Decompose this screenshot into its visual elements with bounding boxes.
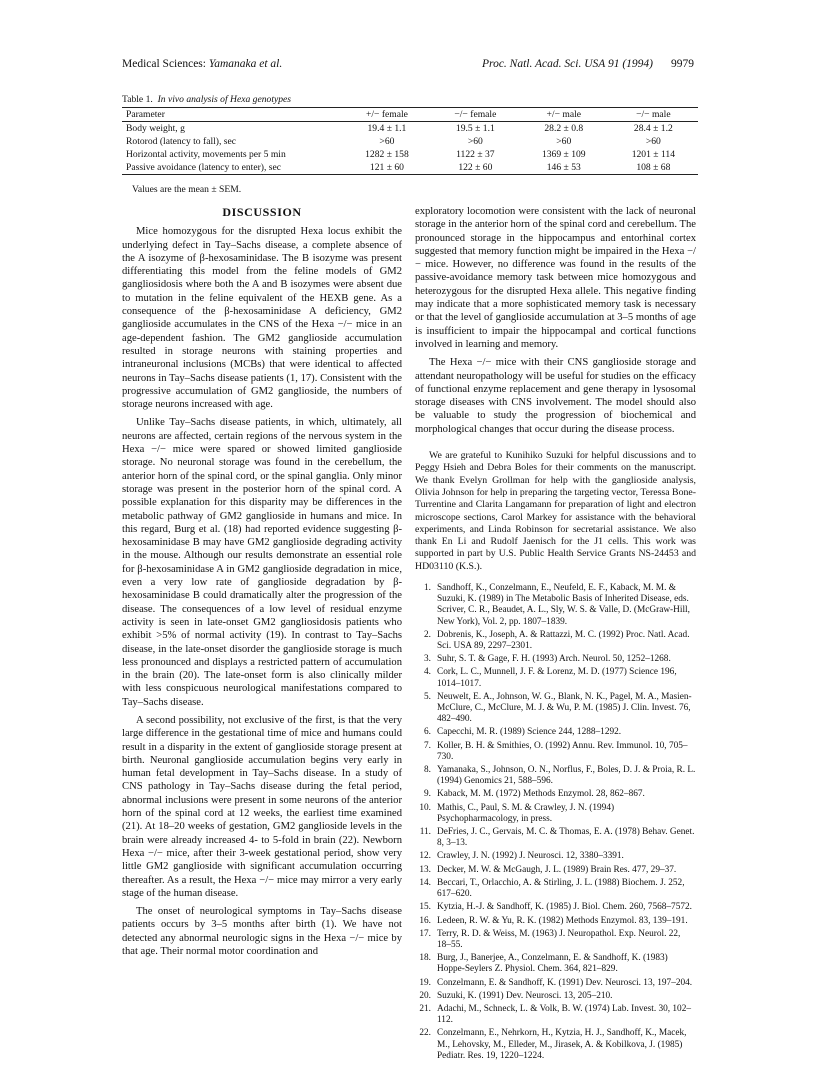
- reference-number: 19.: [419, 977, 431, 988]
- reference-item: [415, 630, 696, 652]
- page-number: 9979: [671, 58, 694, 70]
- left-column-text: [122, 225, 402, 958]
- table-cell: 121 ± 60: [369, 162, 404, 173]
- reference-item: [415, 851, 696, 862]
- reference-item: [415, 667, 696, 689]
- reference-text: Koller, B. H. & Smithies, O. (1992) Annu. Rev. Immunol. 10, 705–730.: [437, 740, 688, 762]
- table-cell: 1201 ± 114: [631, 149, 675, 160]
- acknowledgment: We are grateful to Kunihiko Suzuki for helpful discussions and to Peggy Hsieh and Debra Boles for their comments on the manuscript. We thank Evelyn Grollman for help with the ganglioside analysis, Olivia Johnson for help in preparing the targeting vector, Teressa Bone-Turrentine and Clarita Langamann for preparation of light and electron microscope sections, Carol Markey for assistance with the behavioral experiments, and Linda Robinson for secretarial assistance. We also thank En Li and Rudolf Jaenisch for the J1 cells. This work was supported in part by U.S. Public Health Service Grants NS-24453 and HD03110 (K.S.).: [415, 450, 696, 572]
- right-column: [415, 205, 696, 1064]
- reference-number: 21.: [419, 1003, 431, 1014]
- table-row: [122, 148, 698, 161]
- body-paragraph: Unlike Tay–Sachs disease patients, in which, ultimately, all neurons are affected, certain regions of the nervous system in the Hexa −/− mice were spared or showed limited ganglioside storage. No neuronal storage was found in the cerebellum, the anterior horn of the spinal cord, or the spinal ganglia. Only minor storage was present in the posterior horn of the spinal cord. A possible explanation for this disparity may be differences in the metabolic pathway of GM2 ganglioside in humans and mice. In this regard, Burg et al. (18) had reported evidence suggesting β-hexosaminidase B may have GM2 ganglioside degrading activity in the mouse. Although our results demonstrate an essential role for β-hexosaminidase A in GM2 ganglioside degradation in mice, even a very low rate of ganglioside degradation by β-hexosaminidase B could dramatically alter the progression of the disease. The consequences of a low level of residual enzyme activity is seen in late-onset GM2 gangliosidosis patients who exhibit >5% of normal activity (19). In contrast to Tay–Sachs disease, in the late-onset disorder the ganglioside storage is much less pronounced and displays a restricted pattern of accumulation in the brain (20). The late-onset form is also clinically milder with less conspicuous neurological manifestations compared to Tay–Sachs disease.: [122, 417, 402, 708]
- table-header-cell: −/− male: [636, 109, 671, 120]
- reference-item: [415, 727, 696, 738]
- table-label: Table 1.: [122, 94, 153, 105]
- reference-number: 14.: [419, 877, 431, 888]
- table-cell: 19.5 ± 1.1: [455, 123, 495, 134]
- genotype-table: [122, 107, 698, 175]
- table-cell: >60: [645, 136, 661, 147]
- left-column: [122, 206, 402, 963]
- reference-number: 16.: [419, 915, 431, 926]
- table-cell: 19.4 ± 1.1: [367, 123, 407, 134]
- table-header-cell: Parameter: [126, 109, 165, 120]
- table-row: [122, 122, 698, 136]
- reference-text: Sandhoff, K., Conzelmann, E., Neufeld, E. F., Kaback, M. M. & Suzuki, K. (1989) in The Metabolic Basis of Inherited Disease, eds. Scriver, C. R., Beaudet, A. L., Sly, W. S. & Valle, D. (McGraw-Hill, New York), Vol. 2, pp. 1807–1839.: [437, 583, 690, 627]
- reference-item: [415, 692, 696, 726]
- reference-text: Dobrenis, K., Joseph, A. & Rattazzi, M. C. (1992) Proc. Natl. Acad. Sci. USA 89, 2297–2301.: [437, 629, 690, 652]
- reference-item: [415, 803, 696, 825]
- reference-number: 5.: [424, 691, 431, 702]
- reference-item: [415, 978, 696, 989]
- reference-text: Cork, L. C., Munnell, J. F. & Lorenz, M. D. (1977) Science 196, 1014–1017.: [437, 667, 677, 689]
- reference-number: 12.: [419, 851, 431, 862]
- table-cell: >60: [467, 136, 483, 147]
- reference-item: [415, 654, 696, 665]
- reference-text: Kytzia, H.-J. & Sandhoff, K. (1985) J. Biol. Chem. 260, 7568–7572.: [437, 902, 692, 913]
- reference-number: 4.: [424, 667, 431, 678]
- body-paragraph: A second possibility, not exclusive of the first, is that the very large difference in the gestational time of mice and humans could result in a disparity in the extent of ganglioside storage present at birth. Neuronal ganglioside accumulation begins very early in human fetal development in Tay–Sachs disease. In a study of CNS pathology in Tay–Sachs disease during the fetal period, abnormal inclusions were present in some neurons of the anterior horn of the spinal cord at 12 weeks, the earliest time examined (21). At 18–20 weeks of gestation, GM2 ganglioside levels in the brain were already increased 4- to 5-fold in brain (22). Newborn Hexa −/− mice, after their 3-week gestational period, show very little GM2 ganglioside with significant accumulation occurring thereafter. As a result, the Hexa −/− mice may mirror a very early stage of the human disease.: [122, 714, 402, 899]
- reference-item: [415, 583, 696, 628]
- reference-text: Conzelmann, E., Nehrkorn, H., Kytzia, H. J., Sandhoff, K., Macek, M., Lehovsky, M., Elleder, M., Jirasek, A. & Kobilkova, J. (1985) Pediatr. Res. 19, 1220–1224.: [437, 1028, 687, 1061]
- reference-item: [415, 789, 696, 800]
- reference-list: [415, 583, 696, 1062]
- section-name: Medical Sciences:: [122, 58, 209, 70]
- table-cell: >60: [556, 136, 572, 147]
- body-paragraph: The Hexa −/− mice with their CNS ganglioside storage and attendant neuropathology will be useful for studies on the efficacy of functional enzyme replacement and gene therapy in lysosomal storage diseases with CNS involvement. The model should also be valuable to study the progression of biochemical and morphological changes that occur during the disease process.: [415, 357, 696, 435]
- reference-item: [415, 953, 696, 975]
- table-cell: 122 ± 60: [458, 162, 493, 173]
- reference-text: Beccari, T., Orlacchio, A. & Stirling, J. L. (1988) Biochem. J. 252, 617–620.: [437, 877, 685, 900]
- discussion-heading: DISCUSSION: [222, 205, 302, 219]
- reference-number: 3.: [424, 654, 431, 665]
- reference-number: 10.: [419, 802, 431, 813]
- reference-text: Crawley, J. N. (1992) J. Neurosci. 12, 3380–3391.: [437, 851, 624, 862]
- reference-text: Mathis, C., Paul, S. M. & Crawley, J. N. (1994) Psychopharmacology, in press.: [437, 802, 615, 824]
- running-authors: Yamanaka et al.: [208, 58, 283, 70]
- reference-number: 7.: [424, 740, 431, 751]
- reference-number: 2.: [424, 629, 431, 640]
- reference-item: [415, 902, 696, 913]
- table-cell: 1122 ± 37: [456, 149, 495, 160]
- reference-item: [415, 991, 696, 1002]
- reference-item: [415, 916, 696, 927]
- reference-text: Terry, R. D. & Weiss, M. (1963) J. Neuropathol. Exp. Neurol. 22, 18–55.: [437, 928, 681, 950]
- reference-text: Yamanaka, S., Johnson, O. N., Norflus, F., Boles, D. J. & Proia, R. L. (1994) Genomics 21, 588–596.: [437, 765, 696, 787]
- reference-text: Decker, M. W. & McGaugh, J. L. (1989) Brain Res. 477, 29–37.: [437, 864, 677, 875]
- reference-text: Adachi, M., Schneck, L. & Volk, B. W. (1974) Lab. Invest. 30, 102–112.: [437, 1003, 692, 1026]
- reference-number: 1.: [424, 583, 431, 594]
- table-header-cell: +/− female: [365, 109, 408, 120]
- reference-text: Capecchi, M. R. (1989) Science 244, 1288–1292.: [437, 727, 622, 738]
- table-cell: >60: [379, 136, 395, 147]
- reference-number: 17.: [419, 928, 431, 939]
- table-cell: Passive avoidance (latency to enter), sec: [126, 162, 282, 173]
- running-title: [122, 58, 282, 70]
- table-cell: 1282 ± 158: [365, 149, 409, 160]
- reference-number: 15.: [419, 902, 431, 913]
- reference-text: Burg, J., Banerjee, A., Conzelmann, E. & Sandhoff, K. (1983) Hoppe-Seylers Z. Physiol. Chem. 364, 821–829.: [437, 953, 668, 975]
- reference-item: [415, 865, 696, 876]
- table-cell: 28.4 ± 1.2: [633, 123, 673, 134]
- journal-name: Proc. Natl. Acad. Sci. USA 91 (1994): [482, 58, 653, 70]
- reference-number: 18.: [419, 953, 431, 964]
- reference-number: 11.: [419, 827, 431, 838]
- reference-text: Suzuki, K. (1991) Dev. Neurosci. 13, 205–210.: [437, 990, 613, 1001]
- table-cell: 1369 ± 109: [541, 149, 586, 160]
- table-row: [122, 161, 698, 175]
- reference-text: Conzelmann, E. & Sandhoff, K. (1991) Dev. Neurosci. 13, 197–204.: [437, 977, 693, 988]
- reference-text: Neuwelt, E. A., Johnson, W. G., Blank, N. K., Pagel, M. A., Masien-McClure, C., McClure, M. J. & Wu, P. M. (1985) J. Clin. Invest. 76, 482–490.: [437, 691, 692, 725]
- reference-number: 9.: [424, 789, 431, 800]
- table-cell: 28.2 ± 0.8: [544, 123, 584, 134]
- reference-text: Ledeen, R. W. & Yu, R. K. (1982) Methods Enzymol. 83, 139–191.: [437, 915, 688, 926]
- body-paragraph: exploratory locomotion were consistent with the lack of neuronal storage in the anterior horn of the spinal cord and cerebellum. The pronounced storage in the hippocampus and entorhinal cortex suggested that memory function might be impaired in the Hexa −/− mice. However, no difference was found in the results of the passive-avoidance memory task between mice homozygous and heterozygous for the disrupted Hexa allele. This negative finding may indicate that a more sophisticated memory task is necessary or that the level of ganglioside accumulation at 3–5 months of age is insufficient to impair the hippocampal and cortical functions involved in learning and memory.: [415, 206, 696, 350]
- reference-number: 8.: [424, 765, 431, 776]
- reference-number: 22.: [419, 1028, 431, 1039]
- reference-number: 20.: [419, 990, 431, 1001]
- table-header-cell: +/− male: [546, 109, 582, 120]
- reference-item: [415, 741, 696, 763]
- table-cell: 108 ± 68: [636, 162, 671, 173]
- table-row: [122, 135, 698, 148]
- reference-item: [415, 878, 696, 900]
- table-cell: Body weight, g: [126, 123, 185, 134]
- body-paragraph: Mice homozygous for the disrupted Hexa locus exhibit the underlying defect in Tay–Sachs disease, a complete absence of the A isozyme of β-hexosaminidase. The B isozyme was present differentiating this model from the feline models of GM2 gangliosidosis where both the A and B isozymes were absent due to mutation in the feline equivalent of the HEXB gene. As a consequence of the β-hexosaminidase A deficiency, GM2 ganglioside accumulates in the CNS of the Hexa −/− mice in an age-dependent fashion. The GM2 ganglioside accumulation resulted in storage neurons with staining properties and intraneuronal inclusions (MCBs) that were identical to affected neurons in Tay–Sachs disease patients (1, 17). Consistent with the progressive accumulation of GM2 ganglioside, the numbers of storage neurons increased with age.: [122, 226, 402, 411]
- reference-item: [415, 1004, 696, 1026]
- reference-number: 13.: [419, 864, 431, 875]
- reference-number: 6.: [424, 727, 431, 738]
- reference-text: DeFries, J. C., Gervais, M. C. & Thomas, E. A. (1978) Behav. Genet. 8, 3–13.: [437, 827, 695, 849]
- body-paragraph: The onset of neurological symptoms in Tay–Sachs disease patients occurs by 3–5 months after birth (1). We have not detected any abnormal neurologic signs in the Hexa −/− mice by that age. Their normal motor coordination and: [122, 906, 402, 958]
- table-cell: Horizontal activity, movements per 5 min: [126, 149, 286, 160]
- table-cell: 146 ± 53: [546, 162, 581, 173]
- journal-citation: [482, 58, 694, 70]
- table-caption: [122, 94, 291, 105]
- reference-text: Suhr, S. T. & Gage, F. H. (1993) Arch. Neurol. 50, 1252–1268.: [437, 654, 671, 665]
- table-caption-text: In vivo analysis of Hexa genotypes: [157, 94, 292, 105]
- table-body: [122, 122, 698, 175]
- right-column-text: [415, 205, 696, 436]
- reference-item: [415, 929, 696, 951]
- table-note: Values are the mean ± SEM.: [132, 184, 242, 195]
- table-header-row: [122, 108, 698, 122]
- reference-item: [415, 1028, 696, 1062]
- reference-item: [415, 765, 696, 787]
- table-cell: Rotorod (latency to fall), sec: [126, 136, 237, 147]
- table-header-cell: −/− female: [454, 109, 497, 120]
- reference-item: [415, 827, 696, 849]
- reference-text: Kaback, M. M. (1972) Methods Enzymol. 28, 862–867.: [437, 789, 645, 800]
